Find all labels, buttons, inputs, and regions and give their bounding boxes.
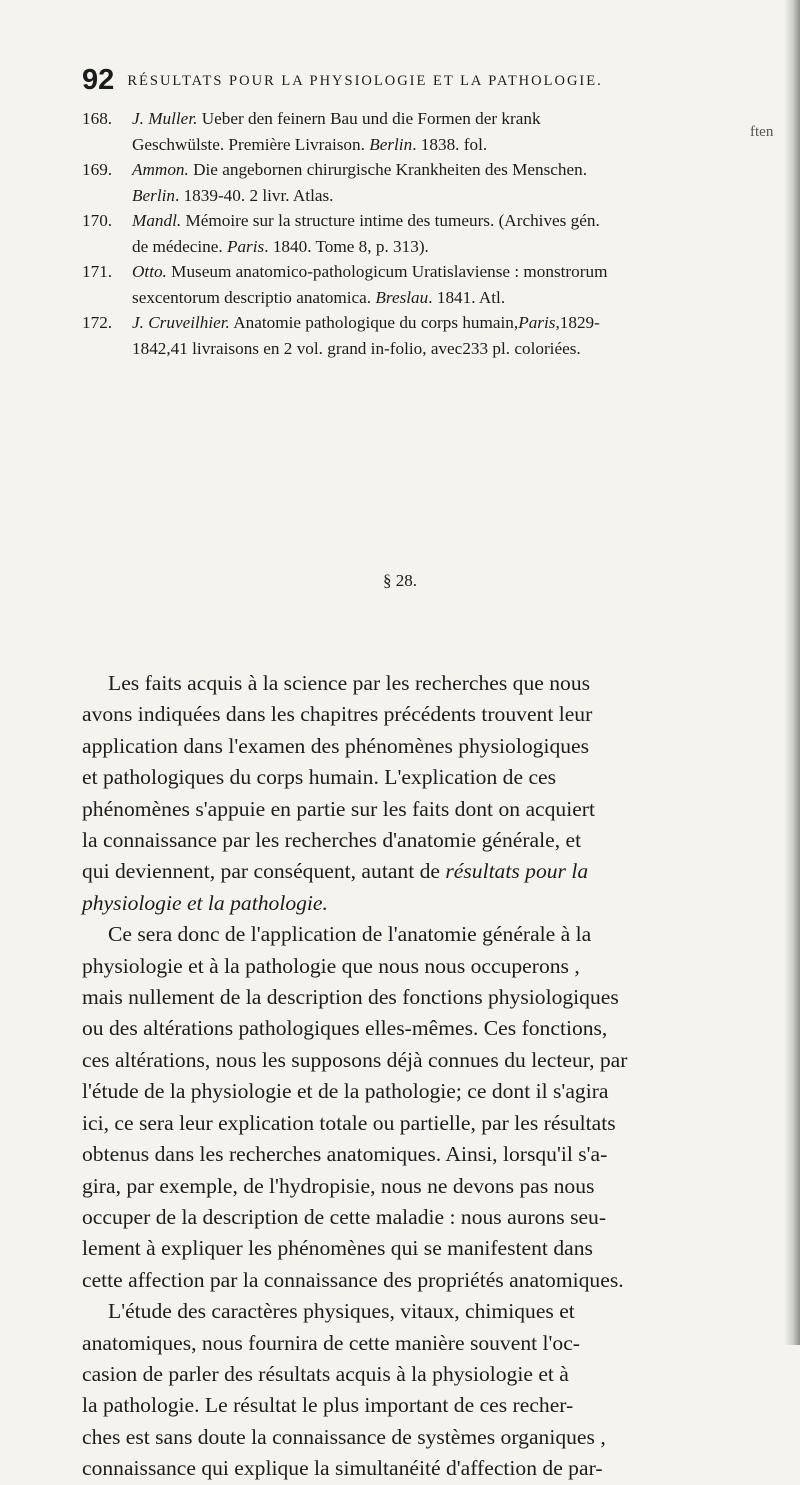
page-header <box>82 64 782 100</box>
section-heading: § 28. <box>383 571 417 590</box>
body-line: la pathologie. Le résultat le plus important de ces recher- <box>82 1393 574 1418</box>
entry-number: 169. <box>82 160 113 179</box>
body-line: lement à expliquer les phénomènes qui se manifestent dans <box>82 1236 593 1261</box>
entry-text: 1842,41 livraisons en 2 vol. grand in-folio, avec233 pl. coloriées. <box>132 338 581 358</box>
body-line: et pathologiques du corps humain. L'explication de ces <box>82 765 557 790</box>
body-line: physiologie et à la pathologie que nous nous occuperons , <box>82 953 580 978</box>
body-line: casion de parler des résultats acquis à la physiologie et à <box>82 1361 569 1386</box>
running-title: RÉSULTATS POUR LA PHYSIOLOGIE ET LA PATHOLOGIE. <box>127 73 603 89</box>
entry-number: 170. <box>82 211 113 230</box>
entry-title: Mémoire sur la structure intime des tumeurs. (Archives gén. <box>185 211 600 230</box>
body-line: application dans l'examen des phénomènes physiologiques <box>82 733 590 758</box>
entry-text: ,1829- <box>555 313 600 332</box>
entry-author: J. Cruveilhier. <box>132 313 230 332</box>
body-line: avons indiquées dans les chapitres précédents trouvent leur <box>82 702 593 727</box>
body-line: l'étude de la physiologie et de la pathologie; ce dont il s'agira <box>82 1079 609 1104</box>
body-italic-segment: physiologie et la pathologie. <box>82 890 328 915</box>
body-italic-segment: résultats pour la <box>445 859 589 884</box>
body-line: anatomiques, nous fournira de cette manière souvent l'oc- <box>82 1330 580 1355</box>
body-line: ces altérations, nous les supposons déjà connues du lecteur, par <box>82 1047 628 1072</box>
entry-author: Otto. <box>132 262 167 281</box>
body-line-mixed <box>82 856 758 887</box>
body-line: ou des altérations pathologiques elles-mêmes. Ces fonctions, <box>82 1016 608 1041</box>
entry-number: 168. <box>82 109 113 128</box>
body-line-italic <box>82 888 758 919</box>
entry-place: Paris <box>518 313 556 332</box>
entry-number: 171. <box>82 262 113 281</box>
entry-text: . 1840. Tome 8, p. 313). <box>264 236 429 256</box>
entry-title: Die angebornen chirurgische Krankheiten des Menschen. <box>193 160 588 179</box>
bibliography-entry-168 <box>82 106 768 157</box>
body-line: mais nullement de la description des fonctions physiologiques <box>82 985 619 1010</box>
body-line: L'étude des caractères physiques, vitaux, chimiques et <box>108 1299 575 1324</box>
page-edge-shadow <box>784 0 800 1345</box>
entry-place: Berlin <box>369 134 413 154</box>
bibliography-entry-169 <box>82 157 768 208</box>
entry-title: Museum anatomico-pathologicum Uratislaviense : monstrorum <box>171 262 608 281</box>
body-line: ici, ce sera leur explication totale ou partielle, par les résultats <box>82 1110 616 1135</box>
entry-title: Ueber den feinern Bau und die Formen der krank <box>201 109 541 128</box>
entry-author: Ammon. <box>132 160 189 179</box>
body-line: cette affection par la connaissance des propriétés anatomiques. <box>82 1267 624 1292</box>
body-text <box>82 668 758 1485</box>
entry-text: de médecine. <box>132 236 227 256</box>
body-line: occuper de la description de cette maladie : nous aurons seu- <box>82 1204 607 1229</box>
body-line: phénomènes s'appuie en partie sur les faits dont on acquiert <box>82 796 595 821</box>
entry-text: . 1841. Atl. <box>428 287 506 307</box>
bibliography-list <box>82 106 768 361</box>
bibliography-entry-171 <box>82 259 768 310</box>
entry-place: Paris <box>226 236 265 256</box>
entry-author: Mandl. <box>132 211 182 230</box>
body-line: Ce sera donc de l'application de l'anatomie générale à la <box>108 922 592 947</box>
page-number: 92 <box>82 64 115 96</box>
entry-place: Breslau <box>375 287 429 307</box>
body-line: Les faits acquis à la science par les recherches que nous <box>108 671 591 695</box>
entry-place: Berlin <box>132 185 175 205</box>
margin-note: ften <box>750 124 774 140</box>
entry-title: Anatomie pathologique du corps humain, <box>233 313 519 332</box>
entry-text: sexcentorum descriptio anatomica. <box>132 287 376 307</box>
entry-text: . 1839-40. 2 livr. Atlas. <box>174 185 334 205</box>
body-line: obtenus dans les recherches anatomiques. Ainsi, lorsqu'il s'a- <box>82 1142 608 1167</box>
body-line: la connaissance par les recherches d'anatomie générale, et <box>82 828 582 853</box>
body-line: gira, par exemple, de l'hydropisie, nous ne devons pas nous <box>82 1173 595 1198</box>
body-line: connaissance qui explique la simultanéité d'affection de par- <box>82 1456 603 1481</box>
body-line: ches est sans doute la connaissance de systèmes organiques , <box>82 1424 606 1449</box>
bibliography-entry-172 <box>82 310 768 361</box>
bibliography-entry-170 <box>82 208 768 259</box>
body-text-segment: qui deviennent, par conséquent, autant de <box>82 859 446 884</box>
entry-text: . 1838. fol. <box>412 134 488 154</box>
entry-number: 172. <box>82 313 113 332</box>
entry-author: J. Muller. <box>132 109 198 128</box>
entry-text: Geschwülste. Première Livraison. <box>132 134 370 154</box>
